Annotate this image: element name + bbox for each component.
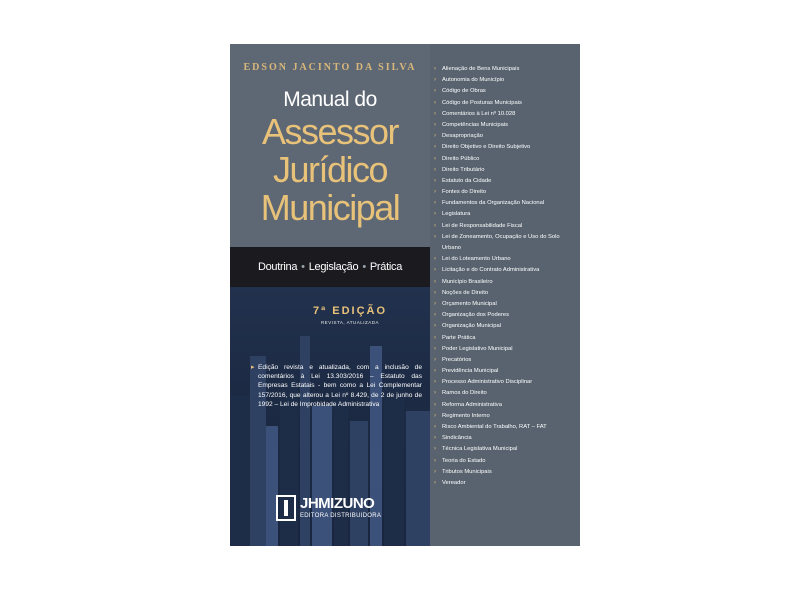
arrow-icon: › — [434, 166, 436, 173]
topic-label: Lei do Loteamento Urbano — [442, 256, 511, 263]
topic-item — [434, 467, 576, 478]
topic-label: Código de Posturas Municipais — [442, 99, 522, 106]
arrow-icon: › — [434, 256, 436, 263]
subject-band — [230, 247, 430, 287]
cover-blurb: Edição revista e atualizada, com a inclusão de comentários à Lei 13.303/2016 – Estatuto das Empresas Estatais - bem como a Lei Complementar 157/2016, que alterou a Lei nº 8.429, de 2 de junho de 1992 – Lei de Improbidade Administrativa — [258, 364, 422, 408]
topic-item — [434, 86, 576, 97]
topics-panel — [430, 44, 580, 546]
edition-sublabel: REVISTA, ATUALIZADA — [320, 320, 380, 325]
topic-item — [434, 265, 576, 276]
topic-label: Reforma Administrativa — [442, 401, 502, 408]
topic-item — [434, 98, 576, 109]
topic-label: Autonomia do Município — [442, 77, 505, 84]
topic-label: Fundamentos da Organização Nacional — [442, 200, 545, 207]
arrow-icon: › — [434, 390, 436, 397]
arrow-icon: › — [434, 289, 436, 296]
arrow-icon: › — [434, 379, 436, 386]
title-panel — [230, 44, 430, 247]
topic-label: Organização dos Poderes — [442, 312, 510, 319]
arrow-icon: › — [434, 401, 436, 408]
topic-item — [434, 75, 576, 86]
publisher-logo — [276, 493, 388, 525]
title-line-2: Assessor — [261, 111, 399, 152]
topic-label: Regimento Interno — [442, 412, 490, 419]
arrow-icon: › — [434, 457, 436, 464]
topic-label: Sindicância — [442, 435, 472, 442]
arrow-icon: › — [434, 412, 436, 419]
topic-item — [434, 377, 576, 388]
arrow-icon: › — [434, 356, 436, 363]
arrow-icon: › — [434, 200, 436, 207]
topic-label: Risco Ambiental do Trabalho, RAT – FAT — [442, 424, 547, 431]
arrow-icon: › — [434, 446, 436, 453]
topic-label: Parte Prática — [442, 334, 476, 341]
arrow-icon: › — [434, 435, 436, 442]
arrow-icon: › — [434, 368, 436, 375]
topic-label: Legislatura — [442, 211, 471, 218]
topic-item — [434, 344, 576, 355]
topic-item — [434, 444, 576, 455]
topic-item — [434, 176, 576, 187]
arrow-icon: › — [434, 334, 436, 341]
topic-item — [434, 64, 576, 75]
arrow-icon: › — [434, 99, 436, 106]
publisher-tagline: EDITORA DISTRIBUIDORA — [300, 513, 382, 519]
topic-label: Precatórios — [442, 356, 472, 363]
topic-label: Alienação de Bens Municipais — [442, 66, 520, 72]
topic-item — [434, 131, 576, 142]
topic-item — [434, 232, 576, 254]
arrow-icon: › — [434, 189, 436, 196]
arrow-icon: › — [434, 144, 436, 151]
arrow-icon: › — [434, 267, 436, 274]
arrow-icon: › — [434, 177, 436, 184]
topic-label: Direito Objetivo e Direito Subjetivo — [442, 144, 531, 151]
topic-label: Estatuto da Cidade — [442, 177, 492, 184]
topic-label: Lei de Zoneamento, Ocupação e Uso do Solo Urbano — [442, 233, 560, 252]
arrow-icon: › — [434, 77, 436, 84]
publisher-name: JHMIZUNO — [300, 495, 375, 512]
topic-item — [434, 209, 576, 220]
topic-label: Ramos do Direito — [442, 390, 487, 397]
topics-list — [434, 64, 576, 489]
book-logo-icon — [276, 495, 296, 521]
topic-item — [434, 411, 576, 422]
band-item-doutrina: Doutrina — [257, 261, 298, 273]
topic-item — [434, 456, 576, 467]
topic-label: Técnica Legislativa Municipal — [442, 446, 518, 453]
topic-label: Lei de Responsabilidade Fiscal — [442, 222, 523, 229]
arrow-icon: › — [434, 345, 436, 352]
arrow-icon: › — [434, 222, 436, 229]
topic-item — [434, 400, 576, 411]
topic-label: Processo Administrativo Disciplinar — [442, 379, 533, 386]
edition-label: 7ª EDIÇÃO — [312, 305, 388, 317]
topic-label: Noções de Direito — [442, 289, 489, 296]
arrow-icon: › — [434, 312, 436, 319]
title-line-4: Municipal — [260, 187, 400, 228]
topic-label: Poder Legislativo Municipal — [442, 345, 513, 352]
city-skyline-image — [230, 287, 430, 546]
arrow-icon: › — [434, 133, 436, 140]
band-item-pratica: Prática — [369, 261, 403, 273]
topic-item — [434, 299, 576, 310]
topic-item — [434, 310, 576, 321]
title-line-1: Manual do — [283, 88, 377, 111]
arrow-icon: › — [434, 66, 436, 72]
topic-label: Tributos Municipais — [442, 468, 492, 475]
topic-item — [434, 187, 576, 198]
topic-item — [434, 120, 576, 131]
topic-item — [434, 433, 576, 444]
topic-item — [434, 154, 576, 165]
topic-item — [434, 277, 576, 288]
arrow-icon: › — [434, 479, 436, 486]
topic-label: Competências Municipais — [442, 121, 509, 128]
topic-item — [434, 254, 576, 265]
arrow-icon: › — [434, 424, 436, 431]
topic-label: Desapropriação — [442, 133, 483, 140]
subject-band-text — [230, 261, 430, 273]
topic-label: Fontes do Direito — [442, 189, 487, 196]
topic-label: Direito Público — [442, 155, 480, 162]
arrow-icon: › — [434, 110, 436, 117]
arrow-icon: › — [434, 278, 436, 285]
topic-label: Comentários à Lei nº 10.028 — [442, 110, 516, 117]
author-name: EDSON JACINTO DA SILVA — [243, 62, 417, 73]
arrow-icon: › — [434, 88, 436, 95]
topic-label: Orçamento Municipal — [442, 300, 497, 307]
topic-item — [434, 109, 576, 120]
topic-item — [434, 422, 576, 433]
band-item-legislacao: Legislação — [308, 261, 359, 273]
topic-label: Vereador — [442, 479, 466, 486]
topic-item — [434, 321, 576, 332]
topic-label: Município Brasileiro — [442, 278, 493, 285]
topic-item — [434, 478, 576, 489]
topic-label: Licitação e do Contrato Administrativa — [442, 267, 540, 274]
topic-label: Direito Tributário — [442, 166, 485, 173]
title-line-3: Jurídico — [272, 149, 388, 190]
topic-item — [434, 333, 576, 344]
topic-label: Teoria do Estado — [442, 457, 486, 464]
arrow-icon: ▸ — [251, 364, 255, 371]
bullet-icon: • — [362, 261, 366, 273]
topic-item — [434, 221, 576, 232]
topic-label: Organização Municipal — [442, 323, 501, 330]
topic-item — [434, 198, 576, 209]
topic-item — [434, 366, 576, 377]
arrow-icon: › — [434, 323, 436, 330]
arrow-icon: › — [434, 468, 436, 475]
arrow-icon: › — [434, 211, 436, 218]
arrow-icon: › — [434, 233, 436, 240]
topic-item — [434, 355, 576, 366]
topic-item — [434, 288, 576, 299]
topic-item — [434, 142, 576, 153]
topic-label: Previdência Municipal — [442, 368, 499, 375]
book-cover — [230, 44, 580, 546]
arrow-icon: › — [434, 155, 436, 162]
topic-item — [434, 165, 576, 176]
arrow-icon: › — [434, 300, 436, 307]
arrow-icon: › — [434, 121, 436, 128]
topic-item — [434, 388, 576, 399]
bullet-icon: • — [301, 261, 305, 273]
topic-label: Código de Obras — [442, 88, 486, 95]
